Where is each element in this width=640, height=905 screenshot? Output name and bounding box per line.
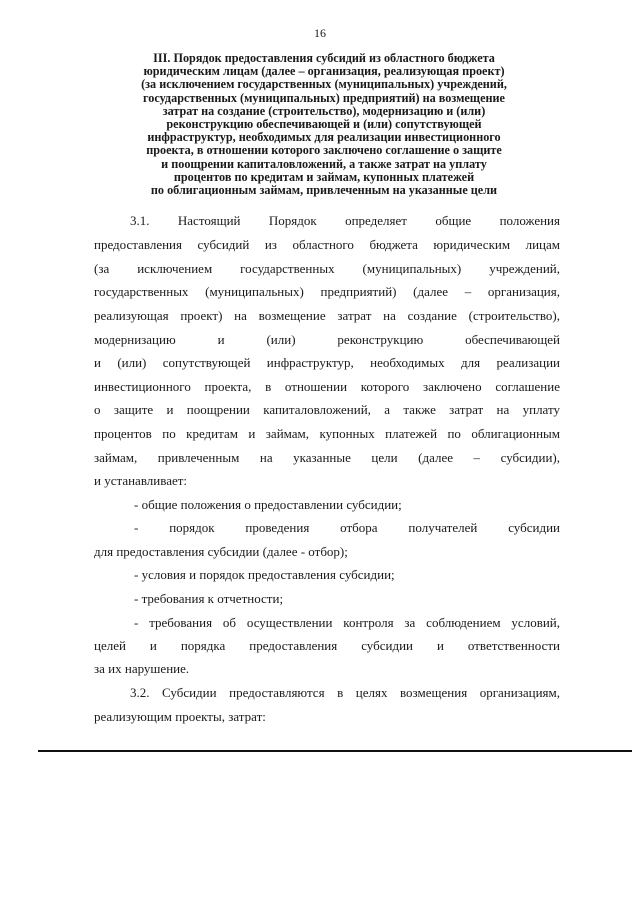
body-line: о защите и поощрении капиталовложений, а также затрат на уплату: [94, 402, 560, 417]
body-line: процентов по кредитам и займам, купонных платежей по облигационным: [94, 426, 560, 441]
title-line: государственных (муниципальных) предприятий) на возмещение: [143, 90, 505, 105]
body-line: предоставления субсидий из областного бюджета юридическим лицам: [94, 237, 560, 252]
title-line: III. Порядок предоставления субсидий из областного бюджета: [153, 51, 495, 65]
body-line: 3.1. Настоящий Порядок определяет общие положения: [130, 213, 560, 228]
body-line: реализующим проекты, затрат:: [94, 709, 266, 724]
list-item: - условия и порядок предоставления субсидии;: [134, 567, 395, 582]
body-line: для предоставления субсидии (далее - отбор);: [94, 544, 348, 559]
title-line: процентов по кредитам и займам, купонных платежей: [173, 169, 475, 184]
title-line: юридическим лицам (далее – организация, реализующая проект): [143, 64, 505, 79]
body-line: и (или) сопутствующей инфраструктур, необходимых для реализации: [94, 355, 560, 370]
list-item: - порядок проведения отбора получателей субсидии: [134, 520, 560, 535]
body-line: государственных (муниципальных) предприятий) (далее – организация,: [94, 284, 560, 299]
body-line: реализующая проект) на возмещение затрат на создание (строительство),: [94, 308, 560, 323]
list-item: - требования к отчетности;: [134, 591, 284, 606]
page-number: 16: [314, 26, 326, 40]
section-title: [88, 52, 560, 197]
body-line: займам, привлеченным на указанные цели (далее – субсидии),: [94, 450, 560, 465]
page-bottom-rule: [38, 750, 632, 752]
body-line: 3.2. Субсидии предоставляются в целях возмещения организациям,: [130, 685, 560, 700]
body-line: и устанавливает:: [94, 473, 188, 488]
body-line: (за исключением государственных (муниципальных) учреждений,: [94, 261, 560, 276]
title-line: (за исключением государственных (муниципальных) учреждений,: [141, 77, 507, 92]
body-line: модернизацию и (или) реконструкцию обеспечивающей: [94, 332, 560, 347]
title-line: по облигационным займам, привлеченным на указанные цели: [150, 183, 498, 198]
title-line: реконструкцию обеспечивающей и (или) сопутствующей: [166, 117, 482, 132]
list-item: - требования об осуществлении контроля за соблюдением условий,: [134, 615, 560, 630]
title-line: инфраструктур, необходимых для реализации инвестиционного: [147, 130, 501, 145]
body-line: целей и порядка предоставления субсидии и ответственности: [94, 638, 560, 653]
title-line: проекта, в отношении которого заключено соглашение о защите: [146, 143, 502, 158]
body-line: за их нарушение.: [94, 661, 190, 676]
title-line: и поощрении капиталовложений, а также затрат на уплату: [161, 156, 487, 171]
title-line: затрат на создание (строительство), модернизацию и (или): [162, 103, 486, 118]
body-line: инвестиционного проекта, в отношении которого заключено соглашение: [94, 379, 560, 394]
list-item: - общие положения о предоставлении субсидии;: [134, 497, 402, 512]
